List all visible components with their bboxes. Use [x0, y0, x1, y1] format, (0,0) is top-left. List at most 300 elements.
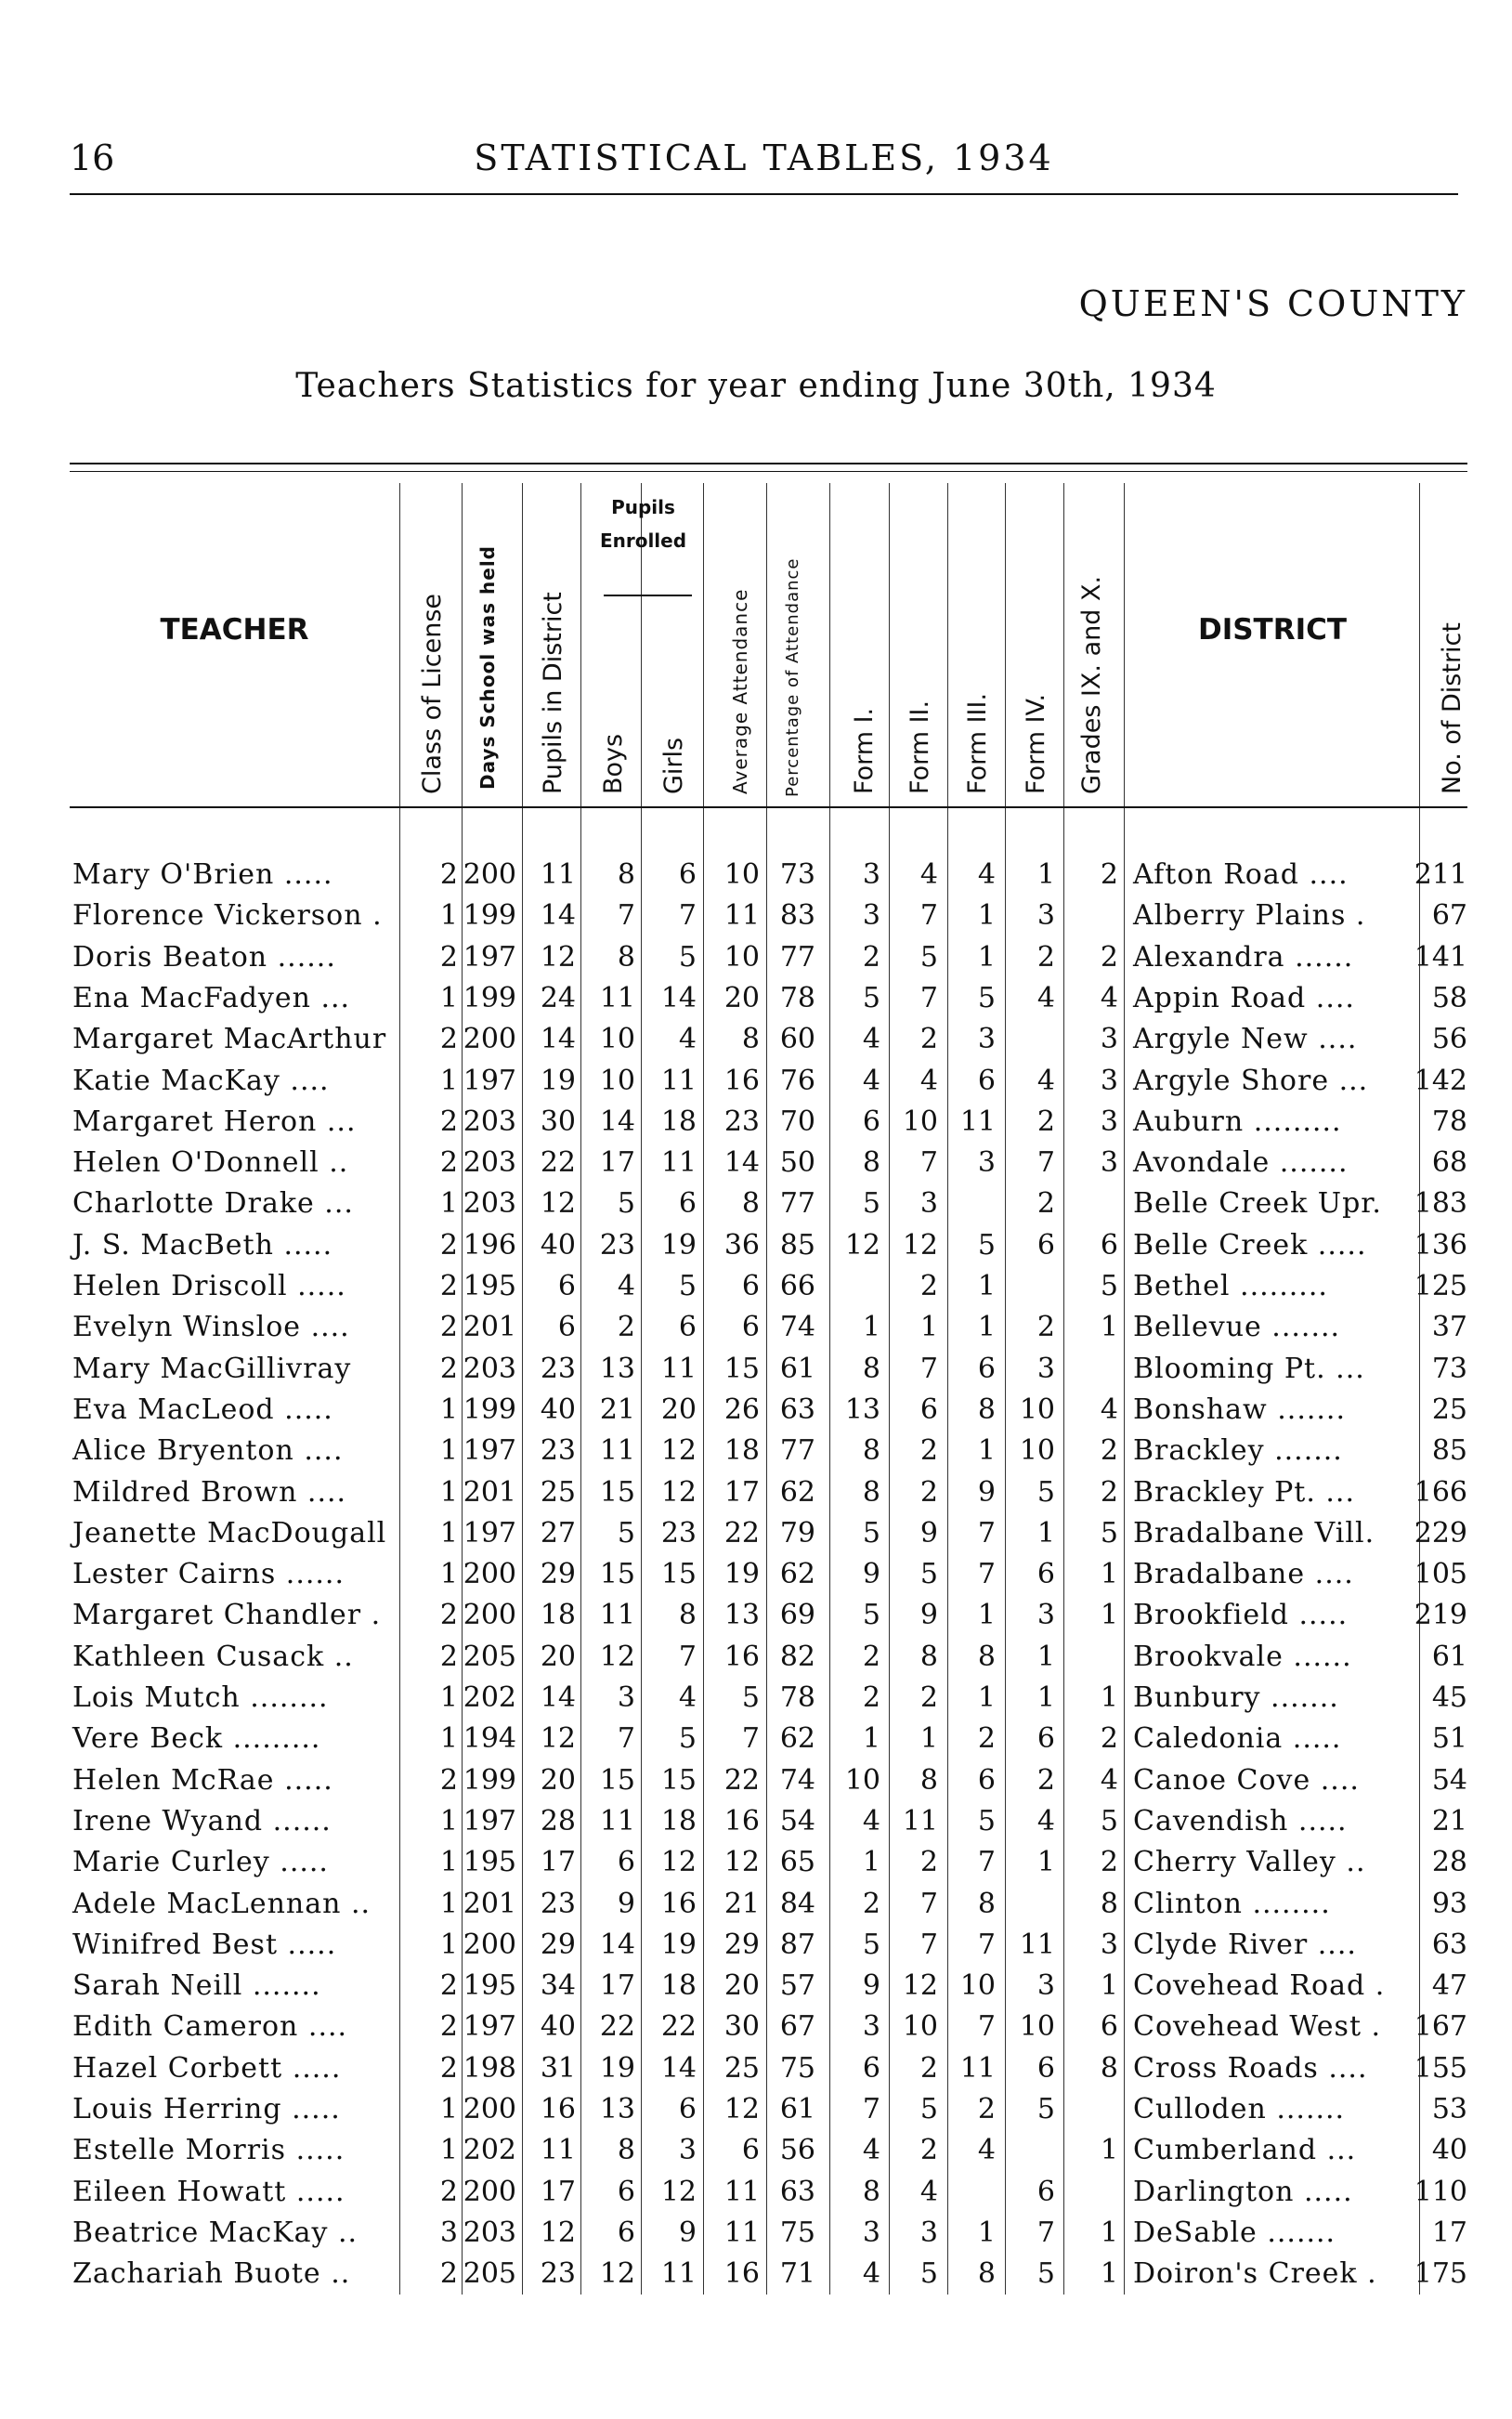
- cell-g: 3: [1100, 1065, 1118, 1097]
- district-name: Bethel .........: [1133, 1270, 1328, 1302]
- cell-f4: 3: [1036, 1353, 1055, 1385]
- cell-pupils: 18: [540, 1599, 576, 1631]
- cell-f3: 5: [977, 1805, 996, 1837]
- cell-class: 1: [439, 1393, 458, 1426]
- cell-pupils: 12: [540, 1722, 576, 1755]
- cell-f3: 1: [977, 1681, 996, 1714]
- cell-f1: 4: [862, 1023, 880, 1055]
- cell-class: 2: [439, 1764, 458, 1797]
- cell-f3: 1: [977, 1599, 996, 1631]
- cell-f1: 12: [844, 1229, 880, 1262]
- cell-girls: 3: [678, 2134, 697, 2166]
- cell-girls: 5: [678, 941, 697, 974]
- cell-days: 200: [463, 1929, 516, 1961]
- teacher-name: Margaret Heron ...: [72, 1105, 357, 1138]
- cell-pupils: 27: [540, 1517, 576, 1549]
- cell-class: 1: [439, 1888, 458, 1920]
- table-row: [0, 1143, 1512, 1183]
- cell-boys: 21: [599, 1393, 635, 1426]
- district-number: 166: [1414, 1476, 1467, 1509]
- teacher-name: Irene Wyand ......: [72, 1805, 332, 1837]
- cell-girls: 12: [660, 1434, 697, 1467]
- cell-g: 1: [1100, 2134, 1118, 2166]
- cell-boys: 17: [599, 1146, 635, 1179]
- cell-f3: 7: [977, 1517, 996, 1549]
- header-no-of-district: No. of District: [1438, 622, 1466, 794]
- teacher-name: Vere Beck .........: [72, 1722, 321, 1755]
- cell-class: 1: [439, 1846, 458, 1878]
- cell-boys: 10: [599, 1065, 635, 1097]
- table-row: [0, 2048, 1512, 2089]
- table-row: [0, 1801, 1512, 1842]
- district-name: Darlington .....: [1133, 2176, 1353, 2208]
- cell-f4: 3: [1036, 1969, 1055, 2002]
- cell-boys: 5: [617, 1187, 635, 1220]
- cell-f2: 6: [919, 1393, 938, 1426]
- cell-class: 2: [439, 2257, 458, 2290]
- cell-boys: 5: [617, 1517, 635, 1549]
- cell-f1: 6: [862, 2052, 880, 2085]
- district-number: 229: [1414, 1517, 1467, 1549]
- cell-pct: 69: [779, 1599, 815, 1631]
- teacher-name: Eileen Howatt .....: [72, 2176, 345, 2208]
- cell-g: 1: [1100, 2216, 1118, 2249]
- district-number: 211: [1414, 858, 1467, 891]
- cell-pupils: 25: [540, 1476, 576, 1509]
- cell-g: 2: [1100, 858, 1118, 891]
- district-number: 155: [1414, 2052, 1467, 2085]
- district-name: Brookfield .....: [1133, 1599, 1349, 1631]
- cell-avg: 19: [723, 1558, 760, 1590]
- teacher-name: Alice Bryenton ....: [72, 1434, 344, 1467]
- cell-days: 199: [463, 1764, 516, 1797]
- district-name: Afton Road ....: [1133, 858, 1349, 891]
- teacher-name: Louis Herring .....: [72, 2093, 341, 2125]
- district-number: 53: [1431, 2093, 1467, 2125]
- cell-girls: 4: [678, 1023, 697, 1055]
- cell-avg: 22: [723, 1764, 760, 1797]
- cell-f4: 2: [1036, 1187, 1055, 1220]
- cell-days: 203: [463, 1146, 516, 1179]
- table-top-rule-inner: [70, 471, 1467, 472]
- cell-pct: 57: [779, 1969, 815, 2002]
- cell-g: 8: [1100, 2052, 1118, 2085]
- cell-pct: 77: [779, 941, 815, 974]
- cell-f2: 5: [919, 2257, 938, 2290]
- cell-g: 4: [1100, 1393, 1118, 1426]
- cell-class: 2: [439, 1641, 458, 1673]
- district-name: Caledonia .....: [1133, 1722, 1342, 1755]
- district-name: Bradalbane ....: [1133, 1558, 1354, 1590]
- cell-pupils: 30: [540, 1105, 576, 1138]
- cell-f2: 5: [919, 1558, 938, 1590]
- teacher-name: Helen O'Donnell ..: [72, 1146, 349, 1179]
- cell-f2: 9: [919, 1599, 938, 1631]
- district-name: Avondale .......: [1133, 1146, 1349, 1179]
- cell-girls: 22: [660, 2010, 697, 2043]
- cell-pupils: 12: [540, 1187, 576, 1220]
- district-number: 47: [1431, 1969, 1467, 2002]
- teacher-name: Lester Cairns ......: [72, 1558, 345, 1590]
- cell-girls: 11: [660, 1353, 697, 1385]
- cell-pct: 77: [779, 1434, 815, 1467]
- cell-class: 2: [439, 1270, 458, 1302]
- cell-f1: 1: [862, 1311, 880, 1343]
- cell-f4: 4: [1036, 1065, 1055, 1097]
- district-number: 67: [1431, 899, 1467, 932]
- cell-girls: 11: [660, 1065, 697, 1097]
- header-pupils-in-district: Pupils in District: [539, 592, 567, 794]
- cell-f3: 9: [977, 1476, 996, 1509]
- cell-g: 6: [1100, 2010, 1118, 2043]
- cell-class: 1: [439, 1476, 458, 1509]
- district-number: 68: [1431, 1146, 1467, 1179]
- cell-girls: 12: [660, 1476, 697, 1509]
- cell-pct: 75: [779, 2216, 815, 2249]
- cell-f3: 1: [977, 1311, 996, 1343]
- cell-avg: 20: [723, 982, 760, 1014]
- district-name: Argyle Shore ...: [1133, 1065, 1369, 1097]
- district-name: Clinton ........: [1133, 1888, 1331, 1920]
- cell-f3: 11: [959, 2052, 996, 2085]
- cell-f3: 4: [977, 2134, 996, 2166]
- cell-f4: 6: [1036, 1229, 1055, 1262]
- cell-f3: 8: [977, 1888, 996, 1920]
- cell-avg: 17: [723, 1476, 760, 1509]
- cell-boys: 11: [599, 1599, 635, 1631]
- table-row: [0, 2130, 1512, 2171]
- cell-girls: 5: [678, 1722, 697, 1755]
- cell-f1: 5: [862, 1187, 880, 1220]
- district-number: 51: [1431, 1722, 1467, 1755]
- header-pupils-line2: Enrolled: [599, 530, 687, 552]
- district-name: Blooming Pt. ...: [1133, 1353, 1365, 1385]
- cell-f1: 2: [862, 1888, 880, 1920]
- cell-f3: 11: [959, 1105, 996, 1138]
- cell-f2: 1: [919, 1722, 938, 1755]
- cell-avg: 12: [723, 2093, 760, 2125]
- cell-days: 196: [463, 1229, 516, 1262]
- cell-days: 200: [463, 1023, 516, 1055]
- table-row: [0, 1061, 1512, 1102]
- cell-girls: 18: [660, 1105, 697, 1138]
- cell-girls: 4: [678, 1681, 697, 1714]
- cell-class: 2: [439, 2010, 458, 2043]
- cell-boys: 13: [599, 1353, 635, 1385]
- cell-f2: 7: [919, 899, 938, 932]
- cell-class: 1: [439, 1434, 458, 1467]
- table-row: [0, 2172, 1512, 2213]
- district-number: 40: [1431, 2134, 1467, 2166]
- cell-avg: 36: [723, 1229, 760, 1262]
- cell-f2: 4: [919, 1065, 938, 1097]
- cell-f3: 7: [977, 1846, 996, 1878]
- cell-boys: 12: [599, 2257, 635, 2290]
- cell-boys: 11: [599, 1805, 635, 1837]
- cell-boys: 15: [599, 1764, 635, 1797]
- cell-f1: 8: [862, 2176, 880, 2208]
- cell-days: 199: [463, 899, 516, 932]
- cell-f4: 6: [1036, 1558, 1055, 1590]
- cell-pct: 76: [779, 1065, 815, 1097]
- cell-f2: 2: [919, 2052, 938, 2085]
- cell-pct: 62: [779, 1558, 815, 1590]
- cell-days: 198: [463, 2052, 516, 2085]
- cell-boys: 11: [599, 1434, 635, 1467]
- cell-f2: 8: [919, 1764, 938, 1797]
- cell-days: 197: [463, 1065, 516, 1097]
- cell-f4: 2: [1036, 941, 1055, 974]
- cell-girls: 5: [678, 1270, 697, 1302]
- cell-avg: 26: [723, 1393, 760, 1426]
- cell-days: 200: [463, 2176, 516, 2208]
- district-number: 183: [1414, 1187, 1467, 1220]
- page-header: [70, 137, 1458, 193]
- cell-f2: 2: [919, 1023, 938, 1055]
- district-name: Belle Creek Upr.: [1133, 1187, 1382, 1220]
- cell-class: 2: [439, 1599, 458, 1631]
- cell-boys: 8: [617, 858, 635, 891]
- cell-f1: 10: [844, 1764, 880, 1797]
- cell-class: 1: [439, 2134, 458, 2166]
- cell-f1: 2: [862, 1681, 880, 1714]
- district-number: 78: [1431, 1105, 1467, 1138]
- district-number: 54: [1431, 1764, 1467, 1797]
- cell-class: 2: [439, 1353, 458, 1385]
- table-row: [0, 1966, 1512, 2007]
- cell-f1: 9: [862, 1558, 880, 1590]
- cell-pupils: 11: [540, 858, 576, 891]
- cell-class: 1: [439, 1722, 458, 1755]
- cell-girls: 12: [660, 1846, 697, 1878]
- cell-pupils: 12: [540, 941, 576, 974]
- cell-avg: 6: [741, 1270, 760, 1302]
- cell-days: 194: [463, 1722, 516, 1755]
- cell-girls: 8: [678, 1599, 697, 1631]
- cell-pupils: 19: [540, 1065, 576, 1097]
- cell-days: 201: [463, 1476, 516, 1509]
- cell-boys: 4: [617, 1270, 635, 1302]
- cell-avg: 21: [723, 1888, 760, 1920]
- cell-g: 1: [1100, 1969, 1118, 2002]
- cell-pct: 79: [779, 1517, 815, 1549]
- cell-boys: 23: [599, 1229, 635, 1262]
- cell-pupils: 6: [557, 1270, 576, 1302]
- cell-avg: 12: [723, 1846, 760, 1878]
- table-row: [0, 2089, 1512, 2130]
- cell-f3: 7: [977, 2010, 996, 2043]
- teacher-name: Margaret MacArthur: [72, 1023, 387, 1055]
- cell-f3: 5: [977, 1229, 996, 1262]
- table-row: [0, 1472, 1512, 1513]
- cell-pupils: 24: [540, 982, 576, 1014]
- cell-f4: 1: [1036, 1846, 1055, 1878]
- cell-f2: 5: [919, 2093, 938, 2125]
- cell-pct: 61: [779, 1353, 815, 1385]
- cell-g: 1: [1100, 1681, 1118, 1714]
- teacher-name: Zachariah Buote ..: [72, 2257, 351, 2290]
- cell-pupils: 20: [540, 1764, 576, 1797]
- teacher-name: Adele MacLennan ..: [72, 1888, 371, 1920]
- cell-boys: 7: [617, 1722, 635, 1755]
- cell-pct: 84: [779, 1888, 815, 1920]
- cell-f1: 13: [844, 1393, 880, 1426]
- cell-f3: 6: [977, 1065, 996, 1097]
- cell-class: 1: [439, 899, 458, 932]
- cell-g: 3: [1100, 1023, 1118, 1055]
- cell-days: 203: [463, 1187, 516, 1220]
- cell-f1: 5: [862, 982, 880, 1014]
- cell-g: 1: [1100, 1558, 1118, 1590]
- cell-f4: 4: [1036, 1805, 1055, 1837]
- cell-avg: 11: [723, 2216, 760, 2249]
- cell-f2: 2: [919, 1681, 938, 1714]
- header-pupils-enrolled: [585, 490, 701, 557]
- teacher-name: J. S. MacBeth .....: [72, 1229, 333, 1262]
- cell-avg: 6: [741, 1311, 760, 1343]
- cell-class: 2: [439, 2176, 458, 2208]
- cell-f4: 5: [1036, 2093, 1055, 2125]
- table-row: [0, 1678, 1512, 1719]
- cell-class: 2: [439, 1105, 458, 1138]
- cell-f1: 4: [862, 1805, 880, 1837]
- cell-days: 203: [463, 1105, 516, 1138]
- cell-pct: 82: [779, 1641, 815, 1673]
- cell-pupils: 29: [540, 1558, 576, 1590]
- cell-boys: 17: [599, 1969, 635, 2002]
- cell-f1: 6: [862, 1105, 880, 1138]
- table-row: [0, 1842, 1512, 1883]
- cell-g: 1: [1100, 2257, 1118, 2290]
- cell-g: 6: [1100, 1229, 1118, 1262]
- cell-girls: 12: [660, 2176, 697, 2208]
- cell-f2: 10: [902, 2010, 938, 2043]
- teacher-name: Charlotte Drake ...: [72, 1187, 354, 1220]
- teacher-name: Hazel Corbett .....: [72, 2052, 342, 2085]
- cell-boys: 6: [617, 1846, 635, 1878]
- cell-pct: 87: [779, 1929, 815, 1961]
- cell-boys: 22: [599, 2010, 635, 2043]
- cell-avg: 30: [723, 2010, 760, 2043]
- cell-days: 195: [463, 1969, 516, 2002]
- cell-f2: 7: [919, 1929, 938, 1961]
- teacher-name: Florence Vickerson .: [72, 899, 383, 932]
- cell-days: 201: [463, 1888, 516, 1920]
- district-name: Brackley Pt. ...: [1133, 1476, 1356, 1509]
- district-number: 28: [1431, 1846, 1467, 1878]
- district-number: 56: [1431, 1023, 1467, 1055]
- cell-g: 5: [1100, 1517, 1118, 1549]
- cell-g: 2: [1100, 1476, 1118, 1509]
- cell-girls: 18: [660, 1805, 697, 1837]
- table-row: [0, 1307, 1512, 1348]
- header-form-3: Form III.: [963, 692, 992, 794]
- cell-class: 1: [439, 1065, 458, 1097]
- teacher-name: Jeanette MacDougall: [72, 1517, 387, 1549]
- district-name: Bradalbane Vill.: [1133, 1517, 1375, 1549]
- cell-f3: 6: [977, 1764, 996, 1797]
- cell-boys: 12: [599, 1641, 635, 1673]
- cell-class: 2: [439, 1146, 458, 1179]
- cell-avg: 11: [723, 2176, 760, 2208]
- cell-f3: 8: [977, 1393, 996, 1426]
- cell-days: 205: [463, 2257, 516, 2290]
- cell-girls: 6: [678, 858, 697, 891]
- header-district: DISTRICT: [1197, 613, 1348, 647]
- cell-class: 2: [439, 1229, 458, 1262]
- cell-class: 2: [439, 941, 458, 974]
- cell-f1: 8: [862, 1353, 880, 1385]
- cell-g: 3: [1100, 1105, 1118, 1138]
- teacher-name: Doris Beaton ......: [72, 941, 336, 974]
- cell-f1: 2: [862, 941, 880, 974]
- pupils-enrolled-rule: [604, 595, 692, 596]
- cell-class: 1: [439, 982, 458, 1014]
- cell-boys: 15: [599, 1476, 635, 1509]
- cell-f2: 7: [919, 982, 938, 1014]
- cell-pupils: 40: [540, 2010, 576, 2043]
- cell-f2: 9: [919, 1517, 938, 1549]
- cell-girls: 9: [678, 2216, 697, 2249]
- cell-pupils: 40: [540, 1229, 576, 1262]
- cell-pct: 63: [779, 2176, 815, 2208]
- cell-pct: 62: [779, 1476, 815, 1509]
- table-header-bottom-rule: [70, 806, 1467, 808]
- cell-girls: 16: [660, 1888, 697, 1920]
- header-form-2: Form II.: [906, 700, 934, 794]
- cell-f3: 1: [977, 2216, 996, 2249]
- cell-f3: 10: [959, 1969, 996, 2002]
- cell-days: 200: [463, 1599, 516, 1631]
- cell-f2: 7: [919, 1888, 938, 1920]
- cell-girls: 19: [660, 1929, 697, 1961]
- teacher-name: Helen McRae .....: [72, 1764, 333, 1797]
- district-name: Auburn .........: [1133, 1105, 1342, 1138]
- cell-f4: 7: [1036, 1146, 1055, 1179]
- cell-days: 197: [463, 1434, 516, 1467]
- cell-girls: 14: [660, 2052, 697, 2085]
- cell-f3: 8: [977, 2257, 996, 2290]
- teacher-name: Evelyn Winsloe ....: [72, 1311, 350, 1343]
- cell-days: 203: [463, 2216, 516, 2249]
- cell-avg: 11: [723, 899, 760, 932]
- table-row: [0, 1513, 1512, 1554]
- cell-f4: 10: [1019, 2010, 1055, 2043]
- district-name: Bellevue .......: [1133, 1311, 1341, 1343]
- cell-avg: 16: [723, 1805, 760, 1837]
- header-girls: Girls: [659, 737, 688, 794]
- cell-girls: 11: [660, 2257, 697, 2290]
- district-name: Doiron's Creek .: [1133, 2257, 1377, 2290]
- cell-f1: 1: [862, 1846, 880, 1878]
- cell-days: 203: [463, 1353, 516, 1385]
- table-row: [0, 896, 1512, 936]
- cell-f2: 2: [919, 1270, 938, 1302]
- table-row: [0, 1266, 1512, 1307]
- cell-f4: 1: [1036, 858, 1055, 891]
- district-number: 141: [1414, 941, 1467, 974]
- cell-boys: 8: [617, 941, 635, 974]
- cell-pupils: 23: [540, 1353, 576, 1385]
- cell-f3: 2: [977, 1722, 996, 1755]
- cell-days: 200: [463, 858, 516, 891]
- cell-pct: 56: [779, 2134, 815, 2166]
- teacher-name: Beatrice MacKay ..: [72, 2216, 358, 2249]
- table-row: [0, 1554, 1512, 1595]
- cell-g: 8: [1100, 1888, 1118, 1920]
- cell-boys: 7: [617, 899, 635, 932]
- cell-f2: 2: [919, 1476, 938, 1509]
